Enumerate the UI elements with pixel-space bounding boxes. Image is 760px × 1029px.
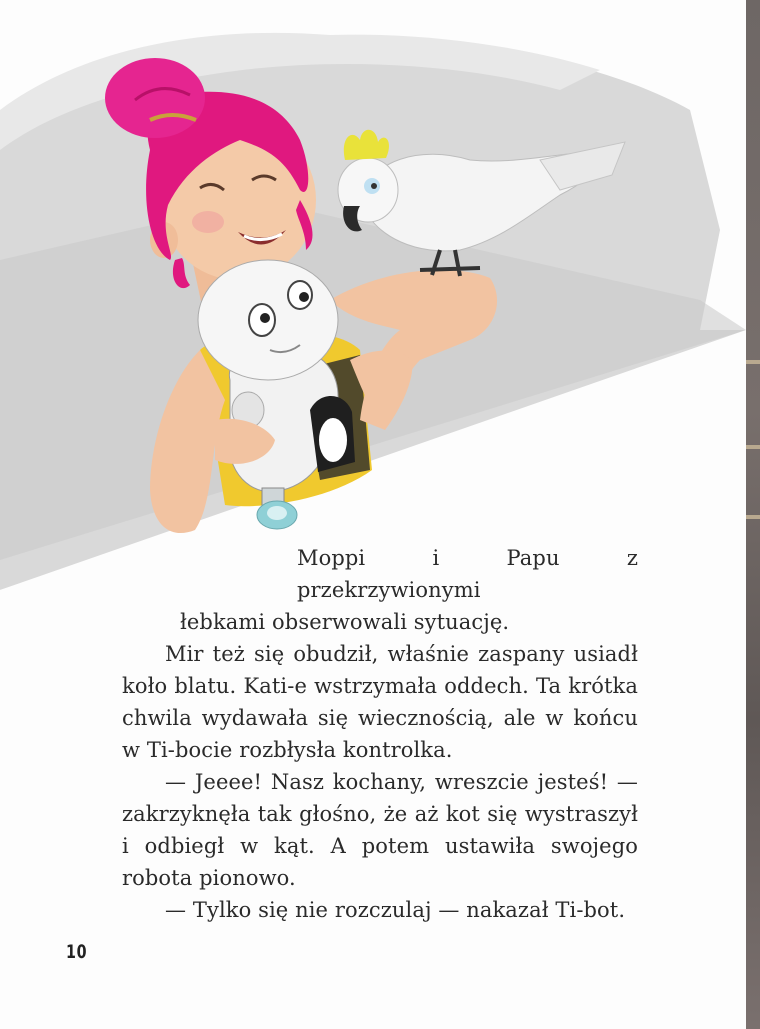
- girl-hair-bun: [105, 58, 205, 138]
- text-line-1: Moppi i Papu z przekrzywionymi: [297, 546, 638, 602]
- story-text: [122, 542, 638, 926]
- paragraph-4: — Tylko się nie rozczulaj — nakazał Ti-bot.: [165, 898, 626, 922]
- book-edge: [746, 0, 760, 1029]
- paragraph-3: — Jeeee! Nasz kochany, wreszcie jesteś! — zakrzyknęła tak głośno, że aż kot się wystraszył i odbiegł w kąt. A potem ustawiła swojego robota pionowo.: [122, 770, 638, 890]
- text-line-2: łebkami obserwowali sytuację.: [180, 610, 510, 634]
- paragraph-2: Mir też się obudził, właśnie zaspany usiadł koło blatu. Kati-e wstrzymała oddech. Ta krótka chwila wydawała się wiecznością, ale w końcu w Ti-bocie rozbłysła kontrolka.: [122, 642, 638, 762]
- page-number: 10: [66, 941, 88, 963]
